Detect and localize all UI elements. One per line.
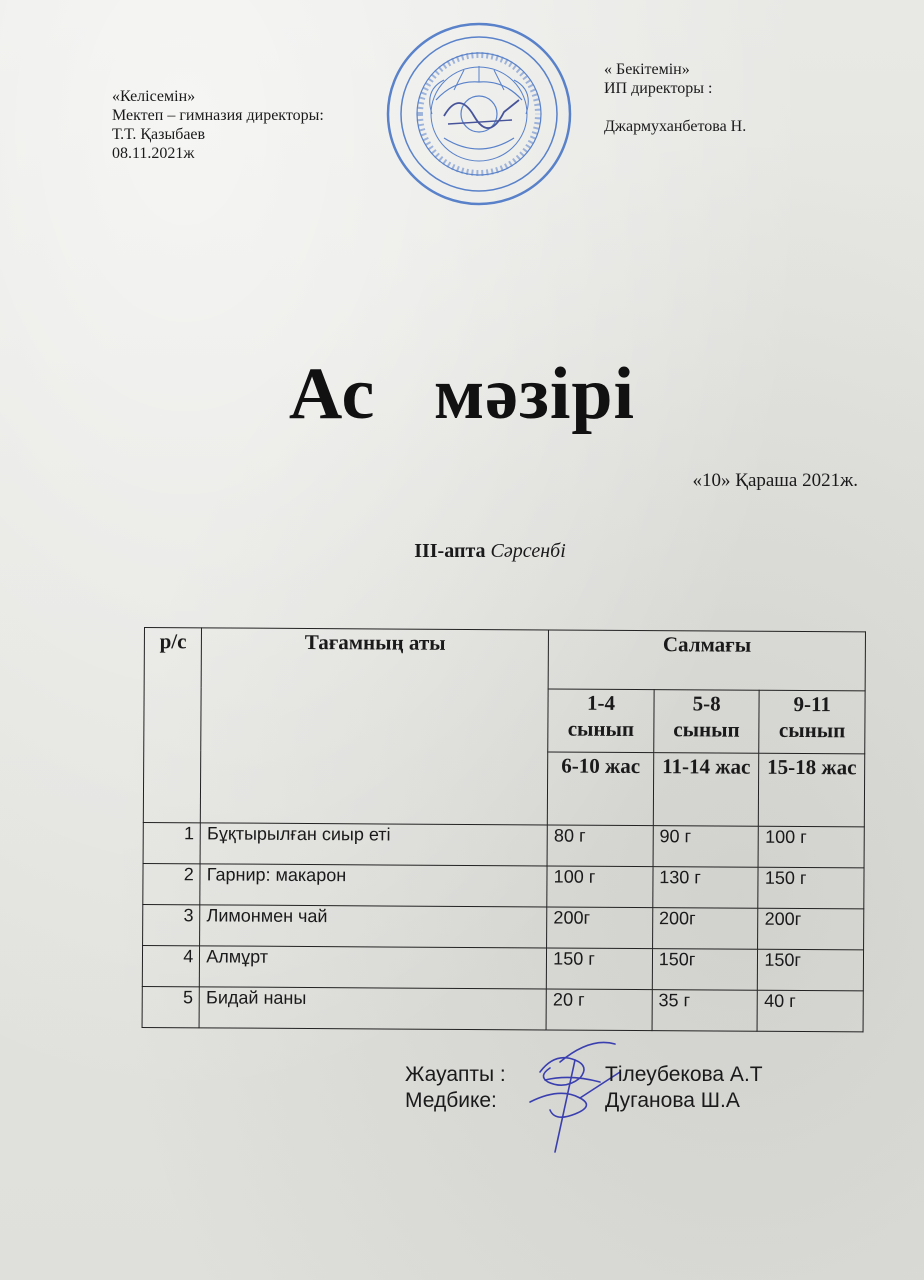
header-grade: 5-8 сынып (654, 690, 760, 754)
weight-cell: 100 г (758, 826, 864, 868)
document-date: «10» Қараша 2021ж. (692, 470, 858, 491)
table-row (143, 863, 864, 908)
table-row (143, 904, 864, 949)
approval-block-left (112, 87, 324, 163)
dish-name: Лимонмен чай (200, 905, 547, 948)
header-age: 11-14 жас (653, 753, 759, 827)
weight-cell: 150 г (547, 948, 653, 990)
header-age: 6-10 жас (548, 752, 654, 826)
weight-cell: 200г (547, 907, 653, 949)
responsible-label: Жауапты : (405, 1063, 506, 1086)
header-grade: 9-11 сынып (759, 690, 865, 754)
row-number: 5 (142, 986, 200, 1027)
header-row-number: р/с (143, 628, 202, 823)
approval-block-right (604, 60, 746, 136)
official-seal-stamp (384, 20, 574, 208)
dish-name: Бидай наны (199, 987, 546, 1030)
weekday-label: Сәрсенбі (490, 540, 566, 562)
weight-cell: 35 г (652, 990, 758, 1032)
weight-cell: 80 г (547, 825, 653, 867)
menu-table (142, 627, 866, 1032)
weight-cell: 150 г (758, 867, 864, 909)
weight-cell: 150г (652, 949, 758, 991)
approval-right-line1: « Бекітемін» (604, 61, 690, 78)
weight-cell: 200г (652, 908, 758, 950)
weight-cell: 130 г (653, 867, 759, 909)
row-number: 3 (143, 904, 201, 945)
approval-left-line1: «Келісемін» (112, 88, 196, 105)
dish-name: Гарнир: макарон (200, 864, 547, 907)
weight-cell: 150г (758, 949, 864, 991)
header-weight: Салмағы (548, 630, 865, 691)
header-age: 15-18 жас (759, 753, 865, 827)
row-number: 4 (142, 945, 200, 986)
responsible-name: Тілеубекова А.Т (605, 1063, 763, 1086)
header-grade: 1-4 сынып (548, 689, 654, 753)
approval-left-line3: Т.Т. Қазыбаев (112, 126, 206, 143)
nurse-name: Дуганова Ш.А (605, 1089, 740, 1112)
weight-cell: 40 г (757, 990, 863, 1032)
table-row (142, 986, 863, 1031)
dish-name: Алмұрт (200, 946, 547, 989)
dish-name: Бұқтырылған сиыр еті (200, 823, 547, 866)
approval-right-line2: ИП директоры : (604, 80, 713, 97)
table-row (142, 945, 863, 990)
weight-cell: 200г (758, 908, 864, 950)
week-day-heading (0, 540, 924, 563)
approval-right-line3 (604, 98, 746, 117)
table-row (143, 822, 864, 867)
approval-left-line2: Мектеп – гимназия директоры: (112, 107, 324, 124)
header-dish-name: Тағамның аты (201, 628, 549, 825)
weight-cell: 20 г (546, 989, 652, 1031)
row-number: 2 (143, 863, 201, 904)
nurse-label: Медбике: (405, 1089, 497, 1112)
document-title: Ас мәзірі (288, 353, 636, 435)
weight-cell: 90 г (653, 826, 759, 868)
approval-left-line4: 08.11.2021ж (112, 145, 195, 162)
weight-cell: 100 г (547, 866, 653, 908)
approval-right-line4: Джармуханбетова Н. (604, 118, 747, 135)
week-label: ІІІ-апта (414, 540, 491, 562)
row-number: 1 (143, 822, 201, 863)
